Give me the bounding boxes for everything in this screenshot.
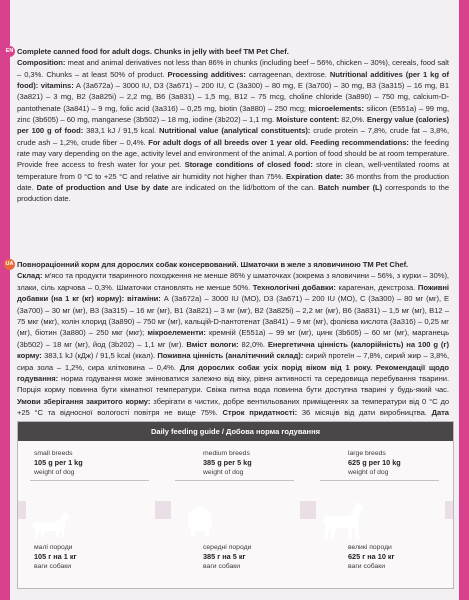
left-accent-strip <box>0 0 10 600</box>
en-production-label: Date of production and Use by date <box>36 183 169 193</box>
medium-breeds-label-ua: середні породи <box>203 544 252 551</box>
ua-moisture-label: Вміст вологи: <box>186 339 239 349</box>
en-processing: carrageenan, dextrose. <box>245 69 330 79</box>
en-micro: silicon (E551a) – 99 mg, zinc (3b605) – 60 mg, manganese (3b502) – 18 mg, iodine (3b202) – 1,1 mg. <box>17 103 450 125</box>
large-dog-icon <box>318 496 370 548</box>
small-dog-icon <box>28 503 72 547</box>
en-batch: corresponds to the production date. <box>17 183 450 204</box>
ua-moisture: 82,0%. <box>238 339 268 349</box>
ua-composition-label: Склад: <box>17 271 43 281</box>
ua-micro: кремній (Е551а) – 99 мг (мг), цинк (3b605) – 60 мг (мг), марганець (3b502) – 18 мг (мг), йод (3b202) – 1,1 мг (мг). <box>17 328 449 349</box>
ua-analytical-label: Поживна цінність (аналітичний склад): <box>157 351 304 361</box>
small-breeds-amount-en: 105 g per 1 kg <box>34 458 83 467</box>
language-badge-en: EN <box>4 46 15 57</box>
small-breeds-label-en: small breeds <box>34 450 73 457</box>
feeding-guide <box>17 421 454 589</box>
en-nutritional-label: Nutritional additives (per 1 kg of food): vitamins: <box>17 69 449 91</box>
medium-dog-icon <box>181 503 219 541</box>
language-badge-ua: UA <box>4 259 15 270</box>
large-breeds-weight-ua: ваги собаки <box>348 563 386 570</box>
medium-breeds-ua <box>203 543 251 571</box>
large-breeds-column <box>308 441 453 588</box>
large-breeds-amount-ua: 625 г на 10 кг <box>348 552 395 561</box>
large-breeds-label-en: large breeds <box>348 450 386 457</box>
en-energy: 383,1 kJ / 91,5 kcal. <box>83 126 159 136</box>
small-breeds-column <box>18 441 163 588</box>
medium-breeds-weight-en: weight of dog <box>203 469 244 476</box>
medium-breeds-amount-en: 385 g per 5 kg <box>203 458 252 467</box>
large-breeds-weight-en: weight of dog <box>348 469 389 476</box>
large-breeds-amount-en: 625 g per 10 kg <box>348 458 401 467</box>
en-storage-label: Storage conditions of closed food: <box>184 160 313 170</box>
ua-feeding: норма годування може змінюватися залежно від віку, рівня активності та середовища перебування тварини. Порція корму повинна бути кімнатної температури. Свіжа питна вода повинна бути доступна тварині у будь-який час. <box>17 374 449 395</box>
en-moisture: 82,0%. <box>339 115 367 125</box>
medium-breeds-en <box>203 449 252 477</box>
en-expiry-label: Expiration date: <box>285 171 344 181</box>
small-breeds-amount-ua: 105 г на 1 кг <box>34 552 77 561</box>
en-processing-label: Processing additives: <box>167 69 246 79</box>
en-moisture-label: Moisture content: <box>276 115 340 125</box>
ua-storage: зберігати в чистих, добре вентильованих приміщеннях за температури від 0 °С до +25 °С та відносної вологості повітря не вище 75%. <box>17 396 449 418</box>
ua-micro-label: мікроелементи: <box>147 328 206 338</box>
ukrainian-paragraph <box>17 259 449 430</box>
en-composition-label: Composition: <box>17 58 66 68</box>
ua-nutritional: А (3а672а) – 3000 IU (МО), D3 (3а671) – 200 IU (МО), С (3а300) – 80 мг (мг), Е (3а700) – 30 мг (мг), В3 (3а315) – 16 мг (мг), В1 (3а821) – 3 мг (мг), В2 (3а825і) – 2,2 мг (мг), В6 (3а831) – 1,5 мг (мг), В12 – 75 мкг (мкг), холін хлорид (3а890) – 750 мг (мг), кальцій-D-пантотенат (3а841) – 9 мг (мг), фолієва кислота (3а316) – 0,25 мг (мг), біотин (3а880) – 250 мкг (мкг); <box>17 294 450 338</box>
medium-breeds-amount-ua: 385 г на 5 кг <box>203 552 246 561</box>
ua-energy-label: Енергетична цінність (калорійність) на 100 g (г) корму: <box>17 339 450 361</box>
ua-nutritional-label: Поживні добавки (на 1 кг (кг) корму): вітаміни: <box>17 282 449 304</box>
ua-analytical: сирий протеїн – 7,8%, сирий жир – 3,8%, сира зола – 1,2%, сира клітковина – 0,4%. <box>17 351 450 372</box>
medium-breeds-label-en: medium breeds <box>203 450 250 457</box>
divider <box>175 480 294 481</box>
ua-processing-label: Технологічні добавки: <box>252 282 336 292</box>
en-energy-label: Energy value (calories) per 100 g of food: <box>17 115 450 136</box>
ua-feeding-label: Рекомендації щодо годування: <box>17 362 449 384</box>
en-for-dogs: For adult dogs of all breeds over 1 year old. <box>148 137 308 147</box>
en-batch-label: Batch number (L) <box>318 183 383 193</box>
english-description <box>5 46 450 205</box>
ua-title: Повнораціонний корм для дорослих собак консервований. Шматочки в желе з яловичиною ТМ Pet Chef. <box>17 260 409 269</box>
en-nutritional: A (3a672a) – 3000 IU, D3 (3a671) – 200 IU, C (3a300) – 80 mg, E (3a700) – 30 mg, B3 (3a315) – 16 mg, B1 (3a821) – 3 mg, B2 (3a825i) – 2,2 mg, B6 (3a831) – 1,5 mg, B12 – 75 mcg, choline chloride (3a890) – 750 mg, calcium-D-pantothenate (3a841) – 9 mg, folic acid (3a316) – 0,25 mg, biotin (3a880) – 250 mcg; <box>17 81 449 113</box>
small-breeds-weight-ua: ваги собаки <box>34 563 72 570</box>
divider <box>30 480 149 481</box>
ua-for-dogs: Для дорослих собак усіх порід віком від 1 року. <box>179 362 373 372</box>
ua-processing: карагенан, декстроза. <box>335 282 418 292</box>
en-expiry: 36 months from the production date. <box>17 171 449 193</box>
right-accent-strip <box>459 0 469 600</box>
en-feeding-label: Feeding recommendations: <box>307 137 409 147</box>
divider <box>320 480 439 481</box>
ua-expiry-label: Строк придатності: <box>222 408 298 418</box>
en-micro-label: microelements: <box>308 103 364 113</box>
medium-breeds-weight-ua: ваги собаки <box>203 563 241 570</box>
en-storage: store in clean, well-ventilated rooms at temperature from 0 °C to +25 °C and relative air humidity not higher than 75%. <box>17 160 449 181</box>
ua-composition: м'ясо та продукти тваринного походження не менше 86% у шматочках (зокрема з яловичини – 56%, з курки – 30%), злаки, сіль харчова – 0,3%. Шматочки становлять не менше 50%. <box>17 271 449 292</box>
small-breeds-en <box>34 449 83 477</box>
ua-storage-label: Умови зберігання закритого корму: <box>17 396 151 406</box>
large-breeds-label-ua: великі породи <box>348 544 392 551</box>
small-breeds-weight-en: weight of dog <box>34 469 75 476</box>
small-breeds-ua <box>34 543 77 571</box>
large-breeds-en <box>348 449 401 477</box>
en-production: are indicated on the lid/bottom of the can. <box>168 183 319 193</box>
english-paragraph <box>17 46 449 205</box>
en-analytical: crude protein – 7,8%, crude fat – 3,8%, crude ash – 1,2%, crude fiber – 0,4%. <box>17 126 450 147</box>
ua-production-label: Дата <box>431 408 449 418</box>
ua-energy: 383,1 kJ (кДж) / 91,5 kcal (ккал). <box>41 351 158 361</box>
en-analytical-label: Nutritional value (analytical constituents): <box>158 126 311 136</box>
ukrainian-description <box>5 259 450 430</box>
medium-breeds-column <box>163 441 308 588</box>
ua-expiry: 36 місяців від дати виробництва. <box>297 408 432 418</box>
en-title: Complete canned food for adult dogs. Chunks in jelly with beef TM Pet Chef. <box>17 47 289 56</box>
en-feeding: the feeding rate may vary depending on the age, activity level and environment of the animal. A portion of food should be at room temperature. Provide free access to fresh water for your pet. <box>17 137 449 170</box>
en-composition: meat and animal derivatives not less than 86% in chunks (including beef – 56%, chicken – 30%), cereals, food salt – 0,3%. Chunks – at least 50% of product. <box>17 58 449 79</box>
small-breeds-label-ua: малі породи <box>34 544 73 551</box>
feeding-guide-header: Daily feeding guide / Добова норма годування <box>18 422 453 441</box>
